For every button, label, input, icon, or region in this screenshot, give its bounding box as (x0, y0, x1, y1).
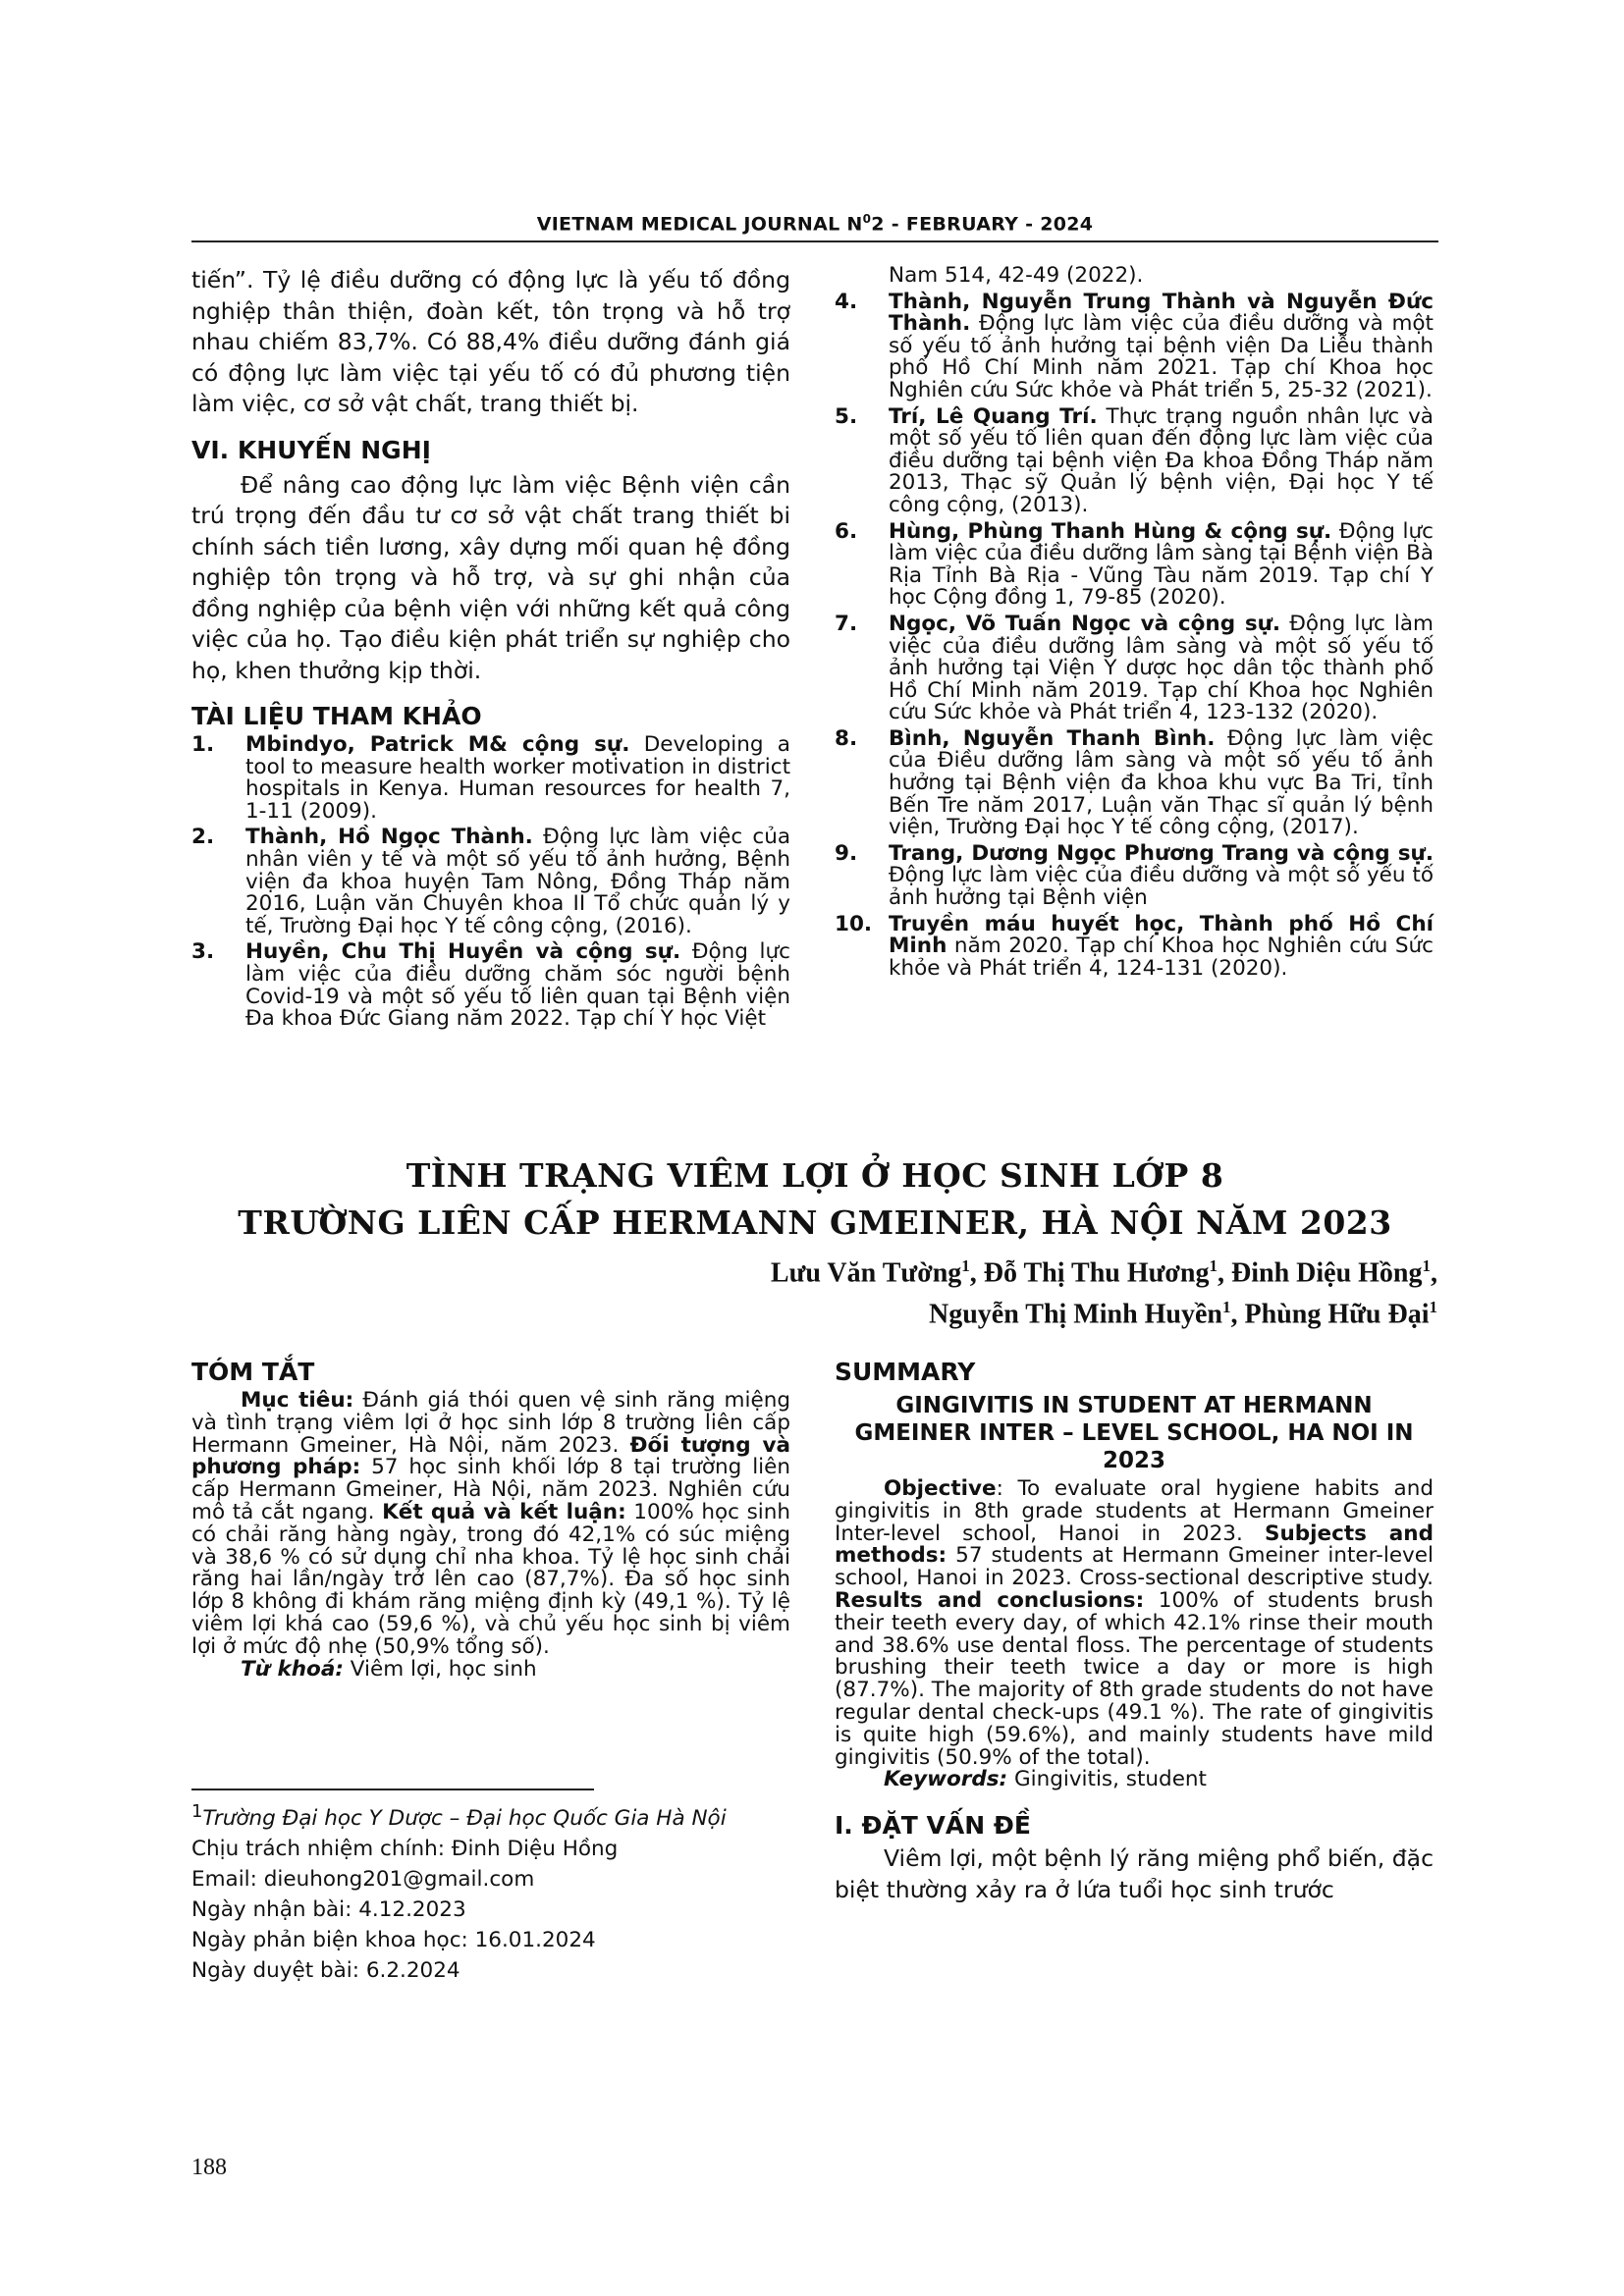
journal-header: VIETNAM MEDICAL JOURNAL $N^02$ - FEBRUARY - 2024 (536, 212, 1094, 236)
left-column-top (191, 265, 790, 1035)
page-number: 188 (191, 2155, 227, 2180)
author-name: Đinh Diệu Hồng (1231, 1257, 1423, 1289)
author-name: Đỗ Thị Thu Hương (983, 1257, 1210, 1289)
author-name: Nguyễn Thị Minh Huyền (928, 1299, 1223, 1330)
footnote-accepted: Ngày duyệt bài: 6.2.2024 (191, 1958, 460, 1984)
keywords-en: Keywords: Gingivitis, student (884, 1767, 1207, 1792)
keywords-vi: Từ khoá: Viêm lợi, học sinh (241, 1656, 537, 1682)
reference-item: 10. Truyền máu huyết học, Thành phố Hồ Chí Minh năm 2020. Tạp chí Khoa học Nghiên cứu Sức khỏe và Phát triển 4, 124-131 (2020). (835, 911, 1434, 981)
footnote-responsible: Chịu trách nhiệm chính: Đinh Diệu Hồng (191, 1837, 619, 1862)
recommendation-paragraph: Để nâng cao động lực làm việc Bệnh viện cần trú trọng đến đầu tư cơ sở vật chất trang thiết bi chính sách tiền lương, xây dựng mối quan hệ đồng nghiệp tôn trọng và hỗ trợ, và sự ghi nhận của đồng nghiệp của bệnh viện với những kết quả công việc của họ. Tạo điều kiện phát triển sự nghiệp cho họ, khen thưởng kịp thời. (191, 470, 790, 684)
intro-heading: I. ĐẶT VẤN ĐỀ (835, 1811, 1031, 1841)
summary-body: Objective: To evaluate oral hygiene habits and gingivitis in 8th grade students at Hermann Gmeiner Inter-level school, Hanoi in 2023. Subjects and methods: 57 students at Hermann Gmeiner inter-level school, Hanoi in 2023. Cross-sectional descriptive study. Results and conclusions: 100% of students brush their teeth every day, of which 42.1% rinse their mouth and 38.6% use dental floss. The percentage of students brushing their teeth twice a day or more is high (87.7%). The majority of 8th grade students do not have regular dental check-ups (49.1 %). The rate of gingivitis is quite high (59.6%), and mainly students have mild gingivitis (50.9% of the total). (835, 1476, 1435, 1770)
footnote-email: Email: dieuhong201@gmail.com (191, 1867, 535, 1893)
summary-title: GINGIVITIS IN STUDENT AT HERMANN GMEINER INTER – LEVEL SCHOOL, HA NOI IN 2023 (854, 1393, 1414, 1473)
article-title-line-1: TÌNH TRẠNG VIÊM LỢI Ở HỌC SINH LỚP 8 (406, 1156, 1224, 1195)
reference-item: 3. Huyền, Chu Thị Huyền và cộng sự. Động lực làm việc của điều dưỡng chăm sóc người bệnh Covid-19 và một số yếu tố liên quan tại Bệnh viện Đa khoa Đức Giang năm 2022. Tạp chí Y học Việt (191, 939, 790, 1032)
reference-item: 7. Ngọc, Võ Tuấn Ngọc và cộng sự. Động lực làm việc của điều dưỡng lâm sàng và một số yếu tố ảnh hưởng tại Viện Y dược học dân tộc thành phố Hồ Chí Minh năm 2019. Tạp chí Khoa học Nghiên cứu Sức khỏe và Phát triển 4, 123-132 (2020). (835, 611, 1434, 725)
article-title-line-2: TRƯỜNG LIÊN CẤP HERMANN GMEINER, HÀ NỘI NĂM 2023 (238, 1203, 1392, 1242)
recommendation-heading: VI. KHUYẾN NGHỊ (191, 435, 431, 464)
abstract-heading-vi: TÓM TẮT (191, 1358, 315, 1386)
reference-item: 4. Thành, Nguyễn Trung Thành và Nguyễn Đức Thành. Động lực làm việc của điều dưỡng và một số yếu tố ảnh hưởng tại bệnh viện Da Liễu thành phố Hồ Chí Minh năm 2021. Tạp chí Khoa học Nghiên cứu Sức khỏe và Phát triển 5, 25-32 (2021). (835, 289, 1434, 402)
author-name: Lưu Văn Tường (770, 1257, 962, 1289)
abstract-english (835, 1358, 1434, 1905)
header-rule (191, 240, 1438, 242)
author-name: Phùng Hữu Đại (1244, 1299, 1430, 1330)
reference-item: 6. Hùng, Phùng Thanh Hùng & cộng sự. Động lực làm việc của điều dưỡng lâm sàng tại Bệnh viện Bà Rịa Tỉnh Bà Rịa - Vũng Tàu năm 2019. Tạp chí Y học Cộng đồng 1, 79-85 (2020). (835, 518, 1434, 611)
reference-item-continued: Nam 514, 42-49 (2022). (889, 263, 1144, 288)
abstract-body-vi: Mục tiêu: Đánh giá thói quen vệ sinh răng miệng và tình trạng viêm lợi ở học sinh lớp 8 trường liên cấp Hermann Gmeiner, Hà Nội, năm 2023. Đối tượng và phương pháp: 57 học sinh khối lớp 8 tại trường liên cấp Hermann Gmeiner, Hà Nội, năm 2023. Nghiên cứu mô tả cắt ngang. Kết quả và kết luận: 100% học sinh có chải răng hàng ngày, trong đó 42,1% có súc miệng và 38,6 % có sử dụng chỉ nha khoa. Tỷ lệ học sinh chải răng hai lần/ngày trở lên cao (87,7%). Đa số học sinh lớp 8 không đi khám răng miệng định kỳ (49,1 %). Tỷ lệ viêm lợi khá cao (59,6 %), và chủ yếu học sinh bị viêm lợi ở mức độ nhẹ (50,9% tổng số). (191, 1388, 791, 1659)
authors-line-2: Nguyễn Thị Minh Huyền$^1$, Phùng Hữu Đại$^1$ (928, 1298, 1437, 1330)
footnote-reviewed: Ngày phản biện khoa học: 16.01.2024 (191, 1928, 596, 1953)
reference-item: 2. Thành, Hồ Ngọc Thành. Động lực làm việc của nhân viên y tế và một số yếu tố ảnh hưởng, Bệnh viện đa khoa huyện Tam Nông, Đồng Tháp năm 2016, Luận văn Chuyên khoa II Tổ chức quản lý y tế, Trường Đại học Y tế công cộng, (2016). (191, 825, 791, 938)
references-list-right (835, 265, 1434, 980)
right-column-top (835, 265, 1434, 984)
footnote-affiliation: $^1$Trường Đại học Y Dược – Đại học Quốc Gia Hà Nội (191, 1801, 727, 1832)
references-heading: TÀI LIỆU THAM KHẢO (191, 702, 482, 730)
reference-item: 1. Mbindyo, Patrick M& cộng sự. Developing a tool to measure health worker motivation in district hospitals in Kenya. Human resources for health 7, 1-11 (2009). (191, 732, 790, 824)
footnote-received: Ngày nhận bài: 4.12.2023 (191, 1897, 466, 1923)
authors-line-1: Lưu Văn Tường$^1$, Đỗ Thị Thu Hương$^1$, Đinh Diệu Hồng$^1$, (770, 1256, 1437, 1289)
abstract-vietnamese (191, 1358, 790, 1681)
reference-item: 8. Bình, Nguyễn Thanh Bình. Động lực làm việc của Điều dưỡng lâm sàng và một số yếu tố ảnh hưởng tại Bệnh viện đa khoa khu vực Ba Tri, tỉnh Bến Tre năm 2017, Luận văn Thạc sĩ quản lý bệnh viện, Trường Đại học Y tế công cộng, (2017). (835, 725, 1435, 840)
footnote-rule (191, 1789, 594, 1790)
reference-item: 9. Trang, Dương Ngọc Phương Trang và cộng sự. Động lực làm việc của điều dưỡng và một số yếu tố ảnh hưởng tại Bệnh viện (835, 840, 1434, 911)
footnote (191, 1796, 727, 1986)
references-list-left (191, 734, 790, 1031)
intro-paragraph: Viêm lợi, một bệnh lý răng miệng phổ biến, đặc biệt thường xảy ra ở lứa tuổi học sinh trước (835, 1844, 1434, 1903)
summary-heading: SUMMARY (835, 1358, 976, 1386)
reference-item: 5. Trí, Lê Quang Trí. Thực trạng nguồn nhân lực và một số yếu tố liên quan đến động lực làm việc của điều dưỡng tại bệnh viện Đa khoa Đồng Tháp năm 2013, Thạc sỹ Quản lý bệnh viện, Đại học Y tế công cộng, (2013). (835, 403, 1434, 517)
conclusion-paragraph: tiến”. Tỷ lệ điều dưỡng có động lực là yếu tố đồng nghiệp thân thiện, đoàn kết, tôn trọng và hỗ trợ nhau chiếm 83,7%. Có 88,4% điều dưỡng đánh giá có động lực làm việc tại yếu tố có đủ phương tiện làm việc, cơ sở vật chất, trang thiết bị. (191, 266, 790, 417)
